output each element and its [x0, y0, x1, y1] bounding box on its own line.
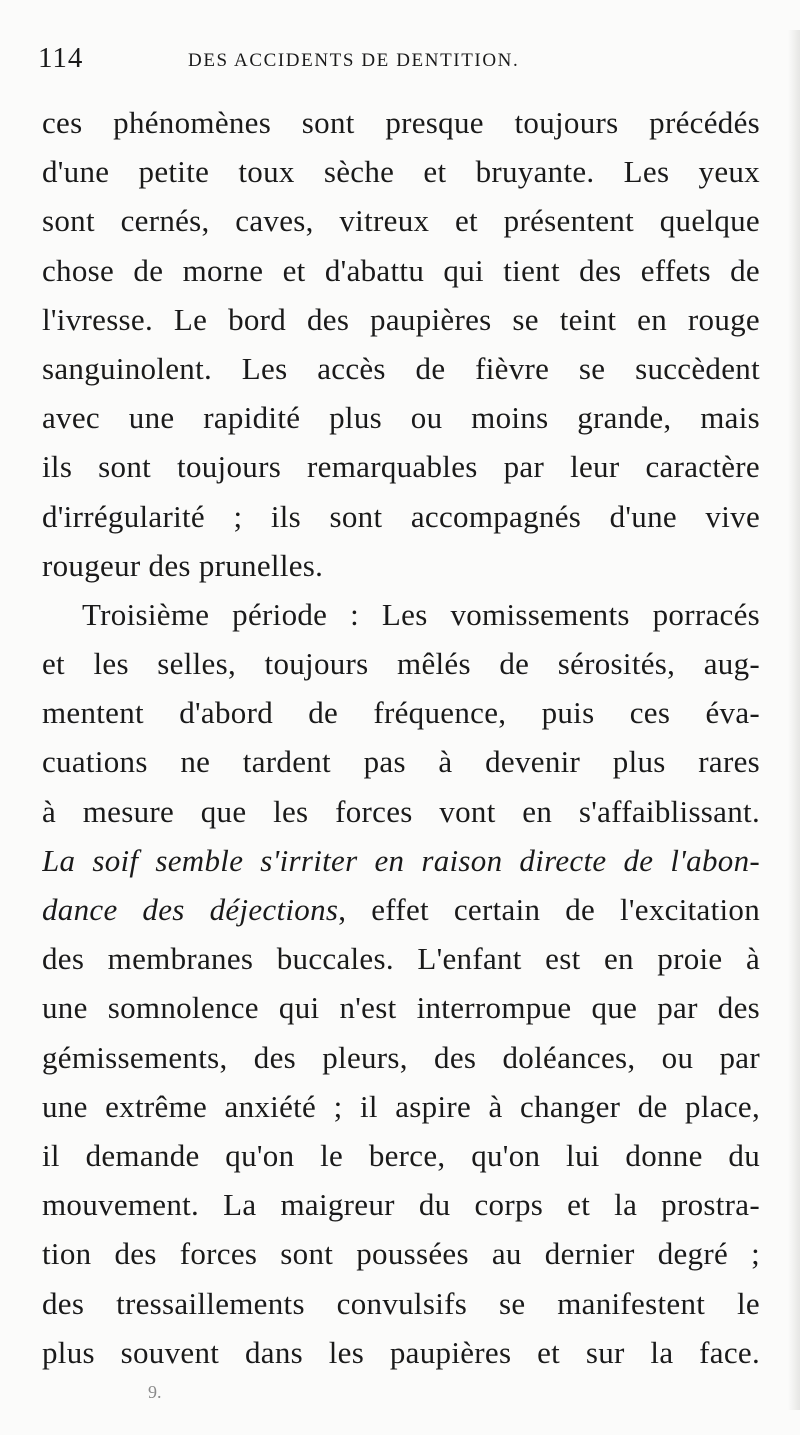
- signature-mark: 9.: [148, 1382, 162, 1402]
- italic-fragment: dance des déjections: [42, 892, 339, 927]
- page-edge-shadow: [788, 30, 800, 1410]
- paragraph-start-line: Troisième période : Les vomissements porracés: [82, 596, 760, 632]
- italic-text-line: La soif semble s'irriter en raison directe de l'abon-: [42, 842, 760, 878]
- page-number: 114: [38, 42, 84, 74]
- text-line: cuations ne tardent pas à devenir plus rares: [42, 744, 760, 780]
- text-line: chose de morne et d'abattu qui tient des effets de: [42, 252, 760, 288]
- text-line: sanguinolent. Les accès de fièvre se succèdent: [42, 350, 760, 386]
- roman-fragment: , effet certain de l'excitation: [338, 892, 760, 927]
- paragraph-end-line: rougeur des prunelles.: [42, 547, 324, 583]
- text-line: et les selles, toujours mêlés de sérosités, aug-: [42, 646, 760, 682]
- text-line: plus souvent dans les paupières et sur la face.: [42, 1334, 760, 1370]
- text-line: à mesure que les forces vont en s'affaiblissant.: [42, 793, 760, 829]
- text-line: gémissements, des pleurs, des doléances, ou par: [42, 1039, 760, 1075]
- body-text: [42, 98, 760, 1377]
- text-line: d'une petite toux sèche et bruyante. Les yeux: [42, 154, 760, 190]
- text-line: tion des forces sont poussées au dernier degré ;: [42, 1236, 760, 1272]
- text-line: une somnolence qui n'est interrompue que par des: [42, 990, 760, 1026]
- page-header: [38, 42, 758, 82]
- text-line: ces phénomènes sont presque toujours précédés: [42, 105, 760, 140]
- text-line: avec une rapidité plus ou moins grande, mais: [42, 400, 760, 436]
- mixed-text-line: [42, 885, 760, 934]
- text-line: sont cernés, caves, vitreux et présentent quelque: [42, 203, 760, 239]
- text-line: des tressaillements convulsifs se manifestent le: [42, 1285, 760, 1321]
- running-title: DES ACCIDENTS DE DENTITION.: [188, 50, 520, 71]
- text-line: mentent d'abord de fréquence, puis ces éva-: [42, 695, 760, 731]
- text-line: l'ivresse. Le bord des paupières se teint en rouge: [42, 301, 760, 337]
- text-line: des membranes buccales. L'enfant est en proie à: [42, 941, 760, 977]
- text-line: une extrême anxiété ; il aspire à changer de place,: [42, 1088, 760, 1124]
- text-line: il demande qu'on le berce, qu'on lui donne du: [42, 1137, 760, 1173]
- text-line: d'irrégularité ; ils sont accompagnés d'une vive: [42, 498, 760, 534]
- text-line: mouvement. La maigreur du corps et la prostra-: [42, 1187, 760, 1223]
- text-line: ils sont toujours remarquables par leur caractère: [42, 449, 760, 485]
